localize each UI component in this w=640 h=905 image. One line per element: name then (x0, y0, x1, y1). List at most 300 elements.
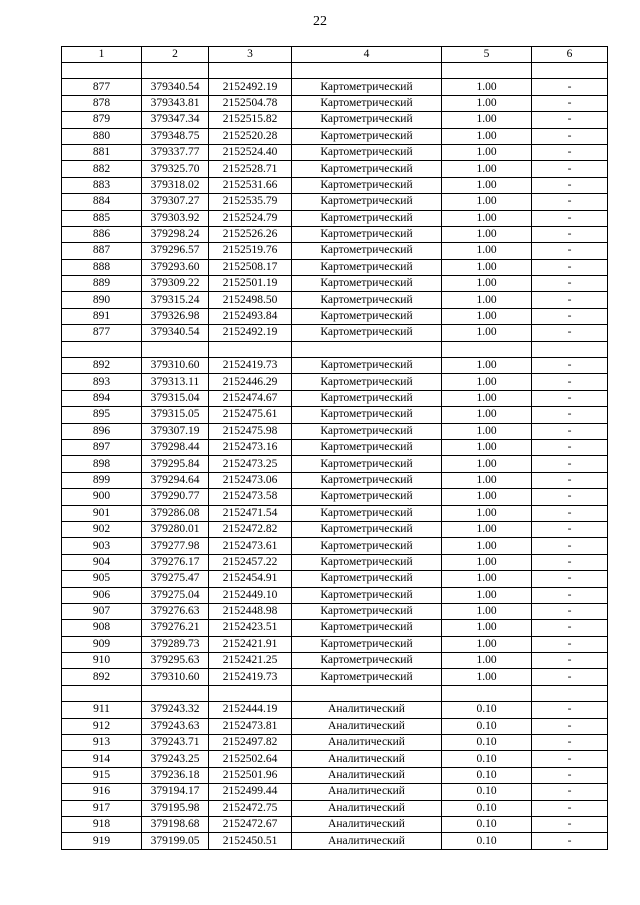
table-cell: 877 (62, 79, 142, 95)
table-cell: 0.10 (442, 800, 532, 816)
table-cell: - (532, 423, 608, 439)
table-row (62, 63, 608, 79)
table-row (62, 161, 608, 177)
table-cell: 379340.54 (142, 325, 209, 341)
table-cell: - (532, 308, 608, 324)
table-cell: 2152475.98 (209, 423, 292, 439)
table-cell: 379294.64 (142, 472, 209, 488)
table-cell: - (532, 800, 608, 816)
table-cell: 1.00 (442, 505, 532, 521)
table-cell: 379310.60 (142, 358, 209, 374)
table-cell: 904 (62, 554, 142, 570)
table-cell: 379348.75 (142, 128, 209, 144)
table-cell: 1.00 (442, 79, 532, 95)
table-cell: 379243.63 (142, 718, 209, 734)
table-cell: Аналитический (292, 735, 442, 751)
table-cell: Картометрический (292, 358, 442, 374)
page-number: 22 (313, 14, 327, 29)
table-cell: 1.00 (442, 407, 532, 423)
table-cell: Картометрический (292, 128, 442, 144)
table-cell: 2152473.25 (209, 456, 292, 472)
table-row (62, 718, 608, 734)
table-row (62, 833, 608, 849)
table-cell: 1.00 (442, 292, 532, 308)
table-cell: 2152526.26 (209, 226, 292, 242)
table-cell: - (532, 95, 608, 111)
table-row (62, 112, 608, 128)
table-cell: 2152473.06 (209, 472, 292, 488)
column-header: 6 (532, 47, 608, 63)
table-cell: 379325.70 (142, 161, 209, 177)
table-cell: 2152457.22 (209, 554, 292, 570)
table-row (62, 144, 608, 160)
table-cell: 900 (62, 489, 142, 505)
table-cell: - (532, 292, 608, 308)
table-cell: 2152473.61 (209, 538, 292, 554)
table-cell: 379310.60 (142, 669, 209, 685)
table-cell: - (532, 472, 608, 488)
table-cell (142, 63, 209, 79)
table-cell: 0.10 (442, 718, 532, 734)
table-cell: 1.00 (442, 439, 532, 455)
table-cell: - (532, 735, 608, 751)
table-cell (292, 341, 442, 357)
table-cell: Картометрический (292, 538, 442, 554)
table-cell: - (532, 718, 608, 734)
table-cell: Аналитический (292, 784, 442, 800)
table-cell: 898 (62, 456, 142, 472)
table-cell: 0.10 (442, 751, 532, 767)
table-cell: 889 (62, 276, 142, 292)
table-cell: 916 (62, 784, 142, 800)
table-cell (292, 685, 442, 701)
table-cell: 379295.84 (142, 456, 209, 472)
table-cell: 915 (62, 767, 142, 783)
table-cell: Картометрический (292, 456, 442, 472)
table-cell: 906 (62, 587, 142, 603)
table-cell: 886 (62, 226, 142, 242)
table-row (62, 472, 608, 488)
column-header: 1 (62, 47, 142, 63)
table-cell: Картометрический (292, 489, 442, 505)
table-cell (209, 63, 292, 79)
table-cell: 379343.81 (142, 95, 209, 111)
table-cell (532, 341, 608, 357)
table-cell: 910 (62, 653, 142, 669)
table-cell: 1.00 (442, 128, 532, 144)
table-cell: 1.00 (442, 669, 532, 685)
table-row (62, 800, 608, 816)
table-cell: - (532, 112, 608, 128)
table-cell: 2152498.50 (209, 292, 292, 308)
table-cell: 1.00 (442, 95, 532, 111)
table-cell: 2152519.76 (209, 243, 292, 259)
table-cell: 897 (62, 439, 142, 455)
table-cell: 379296.57 (142, 243, 209, 259)
table-cell: - (532, 554, 608, 570)
table-cell: Картометрический (292, 276, 442, 292)
table-cell: 379307.19 (142, 423, 209, 439)
table-cell: - (532, 177, 608, 193)
table-cell: 2152449.10 (209, 587, 292, 603)
header-row (62, 47, 608, 63)
table-cell: - (532, 538, 608, 554)
table-cell: 909 (62, 636, 142, 652)
table-cell: 1.00 (442, 489, 532, 505)
table-cell: 1.00 (442, 226, 532, 242)
table-cell: - (532, 144, 608, 160)
table-cell (62, 63, 142, 79)
table-cell: 0.10 (442, 735, 532, 751)
table-row (62, 407, 608, 423)
table-cell: - (532, 210, 608, 226)
table-cell: 2152471.54 (209, 505, 292, 521)
table-cell: Аналитический (292, 718, 442, 734)
table-cell: Картометрический (292, 144, 442, 160)
table-row (62, 571, 608, 587)
table-cell: Картометрический (292, 95, 442, 111)
table-cell: 2152421.25 (209, 653, 292, 669)
table-cell: - (532, 161, 608, 177)
table-cell: - (532, 702, 608, 718)
table-row (62, 767, 608, 783)
table-cell: 896 (62, 423, 142, 439)
table-row (62, 653, 608, 669)
table-cell: 379295.63 (142, 653, 209, 669)
table-cell: 892 (62, 358, 142, 374)
table-cell: Картометрический (292, 194, 442, 210)
table-cell: 0.10 (442, 767, 532, 783)
table-row (62, 587, 608, 603)
table-cell: 0.10 (442, 833, 532, 849)
table-cell: 2152493.84 (209, 308, 292, 324)
table-cell: - (532, 653, 608, 669)
table-cell: - (532, 128, 608, 144)
table-cell: Картометрический (292, 472, 442, 488)
table-cell: Картометрический (292, 669, 442, 685)
table-cell: 913 (62, 735, 142, 751)
table-cell: 1.00 (442, 636, 532, 652)
table-cell: 2152473.16 (209, 439, 292, 455)
table-cell: 899 (62, 472, 142, 488)
table-row (62, 685, 608, 701)
table-cell: - (532, 587, 608, 603)
table-row (62, 341, 608, 357)
table-cell: - (532, 407, 608, 423)
column-header: 3 (209, 47, 292, 63)
table-cell: 1.00 (442, 603, 532, 619)
table-cell: - (532, 194, 608, 210)
table-cell: 379289.73 (142, 636, 209, 652)
table-cell: 881 (62, 144, 142, 160)
table-row (62, 358, 608, 374)
table-cell: Картометрический (292, 243, 442, 259)
table-cell (209, 341, 292, 357)
table-cell: Картометрический (292, 423, 442, 439)
table-cell (142, 685, 209, 701)
table-cell: 2152448.98 (209, 603, 292, 619)
table-cell: - (532, 505, 608, 521)
table-row (62, 292, 608, 308)
table-cell: 379276.21 (142, 620, 209, 636)
table-cell: 1.00 (442, 177, 532, 193)
table-cell: 1.00 (442, 144, 532, 160)
table-cell (532, 685, 608, 701)
table-cell: Картометрический (292, 439, 442, 455)
table-cell: Картометрический (292, 390, 442, 406)
table-cell: Картометрический (292, 505, 442, 521)
table-cell: 379286.08 (142, 505, 209, 521)
table-cell: Аналитический (292, 800, 442, 816)
table-cell: 2152446.29 (209, 374, 292, 390)
table-cell: Картометрический (292, 587, 442, 603)
table-cell: - (532, 325, 608, 341)
table-cell: Картометрический (292, 636, 442, 652)
table-cell: 885 (62, 210, 142, 226)
table-cell: 379277.98 (142, 538, 209, 554)
table-cell: 379280.01 (142, 521, 209, 537)
table-row (62, 308, 608, 324)
table-cell: - (532, 390, 608, 406)
table-row (62, 735, 608, 751)
table-cell: 379309.22 (142, 276, 209, 292)
table-cell: 2152423.51 (209, 620, 292, 636)
table-cell: 884 (62, 194, 142, 210)
table-cell (532, 63, 608, 79)
table-header (62, 47, 608, 63)
table-cell: 2152531.66 (209, 177, 292, 193)
table-cell: - (532, 439, 608, 455)
table-cell: 379303.92 (142, 210, 209, 226)
table-cell: 907 (62, 603, 142, 619)
table-cell: 1.00 (442, 210, 532, 226)
table-row (62, 816, 608, 832)
table-cell: - (532, 521, 608, 537)
table-cell: Картометрический (292, 571, 442, 587)
table-cell: 1.00 (442, 374, 532, 390)
table-cell: 1.00 (442, 194, 532, 210)
table-cell: - (532, 816, 608, 832)
table-cell: 888 (62, 259, 142, 275)
table-cell (62, 685, 142, 701)
table-cell: 1.00 (442, 587, 532, 603)
table-cell: Картометрический (292, 210, 442, 226)
table-cell: 2152528.71 (209, 161, 292, 177)
table-cell: Аналитический (292, 702, 442, 718)
table-cell: 2152472.75 (209, 800, 292, 816)
table-cell: Картометрический (292, 292, 442, 308)
table-cell: 2152472.67 (209, 816, 292, 832)
table-row (62, 784, 608, 800)
table-cell: 379290.77 (142, 489, 209, 505)
table-row (62, 243, 608, 259)
table-cell: 379315.24 (142, 292, 209, 308)
table-cell: 2152421.91 (209, 636, 292, 652)
table-cell: - (532, 243, 608, 259)
table-cell: Картометрический (292, 161, 442, 177)
table-cell: 2152515.82 (209, 112, 292, 128)
table-cell: 1.00 (442, 325, 532, 341)
table-cell: 379340.54 (142, 79, 209, 95)
table-cell: 2152419.73 (209, 669, 292, 685)
table-cell: - (532, 79, 608, 95)
table-row (62, 276, 608, 292)
table-cell: Аналитический (292, 751, 442, 767)
table-cell: 1.00 (442, 161, 532, 177)
table-row (62, 669, 608, 685)
table-cell: 379276.63 (142, 603, 209, 619)
table-cell: 892 (62, 669, 142, 685)
table-cell: Аналитический (292, 816, 442, 832)
table-cell: - (532, 751, 608, 767)
table-cell: Картометрический (292, 259, 442, 275)
table-cell: 902 (62, 521, 142, 537)
table-cell: 2152501.19 (209, 276, 292, 292)
table-cell: Картометрический (292, 653, 442, 669)
table-cell: 901 (62, 505, 142, 521)
table-cell: - (532, 669, 608, 685)
table-cell: 1.00 (442, 390, 532, 406)
table-row (62, 423, 608, 439)
table-cell: - (532, 226, 608, 242)
table-cell: 2152499.44 (209, 784, 292, 800)
table-cell: 379313.11 (142, 374, 209, 390)
table-cell: - (532, 571, 608, 587)
table-cell (292, 63, 442, 79)
table-row (62, 374, 608, 390)
table-cell: 379243.71 (142, 735, 209, 751)
table-cell: - (532, 358, 608, 374)
table-cell: 914 (62, 751, 142, 767)
table-cell: 2152419.73 (209, 358, 292, 374)
table-cell: Картометрический (292, 112, 442, 128)
table-cell: 2152492.19 (209, 79, 292, 95)
table-cell: 2152444.19 (209, 702, 292, 718)
table-cell: 891 (62, 308, 142, 324)
table-row (62, 259, 608, 275)
table-cell: 2152473.81 (209, 718, 292, 734)
table-row (62, 456, 608, 472)
table-row (62, 702, 608, 718)
coordinates-table (61, 46, 608, 850)
table-cell (442, 63, 532, 79)
table-cell: 379243.25 (142, 751, 209, 767)
table-cell (442, 685, 532, 701)
table-cell: 1.00 (442, 472, 532, 488)
table-cell: - (532, 767, 608, 783)
table-row (62, 521, 608, 537)
table-cell: Аналитический (292, 767, 442, 783)
table-cell: 379199.05 (142, 833, 209, 849)
table-cell: 1.00 (442, 620, 532, 636)
table-cell: 2152508.17 (209, 259, 292, 275)
table-cell: 912 (62, 718, 142, 734)
table-row (62, 177, 608, 193)
table-cell: Картометрический (292, 521, 442, 537)
table-cell: 0.10 (442, 784, 532, 800)
table-cell: 1.00 (442, 243, 532, 259)
table-cell: 1.00 (442, 554, 532, 570)
table-cell: Картометрический (292, 177, 442, 193)
table-row (62, 538, 608, 554)
table-cell: 905 (62, 571, 142, 587)
table-cell: 1.00 (442, 308, 532, 324)
table-cell: 2152502.64 (209, 751, 292, 767)
table-cell: 379315.04 (142, 390, 209, 406)
table-cell (62, 341, 142, 357)
table-cell: 887 (62, 243, 142, 259)
table-cell: 379307.27 (142, 194, 209, 210)
table-cell (142, 341, 209, 357)
table-cell: 379276.17 (142, 554, 209, 570)
table-cell: - (532, 276, 608, 292)
table-row (62, 390, 608, 406)
table-cell: Картометрический (292, 374, 442, 390)
table-cell: Картометрический (292, 79, 442, 95)
table-cell: - (532, 636, 608, 652)
table-cell: 379275.47 (142, 571, 209, 587)
table-row (62, 194, 608, 210)
table-cell: 917 (62, 800, 142, 816)
table-cell: 379243.32 (142, 702, 209, 718)
table-cell: 379293.60 (142, 259, 209, 275)
table-cell: 2152454.91 (209, 571, 292, 587)
table-cell: 2152504.78 (209, 95, 292, 111)
table-cell: 379195.98 (142, 800, 209, 816)
table-cell: 1.00 (442, 521, 532, 537)
table-row (62, 620, 608, 636)
table-cell: 2152535.79 (209, 194, 292, 210)
table-cell: 0.10 (442, 702, 532, 718)
table-row (62, 210, 608, 226)
table-cell: 1.00 (442, 276, 532, 292)
table-cell: 883 (62, 177, 142, 193)
table-cell: 379315.05 (142, 407, 209, 423)
table-row (62, 325, 608, 341)
table-cell: 2152497.82 (209, 735, 292, 751)
table-row (62, 95, 608, 111)
column-header: 4 (292, 47, 442, 63)
table-cell: 895 (62, 407, 142, 423)
table-row (62, 554, 608, 570)
table-cell: 379347.34 (142, 112, 209, 128)
table-cell: 379326.98 (142, 308, 209, 324)
table-cell: 919 (62, 833, 142, 849)
table-cell: 2152474.67 (209, 390, 292, 406)
table-cell: - (532, 259, 608, 275)
table-cell: 379318.02 (142, 177, 209, 193)
table-cell: - (532, 620, 608, 636)
table-cell (442, 341, 532, 357)
table-cell: 1.00 (442, 456, 532, 472)
table-cell: Картометрический (292, 603, 442, 619)
table-cell: Картометрический (292, 226, 442, 242)
table-cell: - (532, 603, 608, 619)
table-row (62, 603, 608, 619)
table-cell: 0.10 (442, 816, 532, 832)
table-cell: 379337.77 (142, 144, 209, 160)
table-cell: 2152492.19 (209, 325, 292, 341)
table-cell: 2152524.79 (209, 210, 292, 226)
table-cell: - (532, 833, 608, 849)
column-header: 5 (442, 47, 532, 63)
table-row (62, 79, 608, 95)
table-cell: 379236.18 (142, 767, 209, 783)
table-cell: 2152473.58 (209, 489, 292, 505)
table-cell: 1.00 (442, 653, 532, 669)
table-cell: 379198.68 (142, 816, 209, 832)
table-cell: 890 (62, 292, 142, 308)
